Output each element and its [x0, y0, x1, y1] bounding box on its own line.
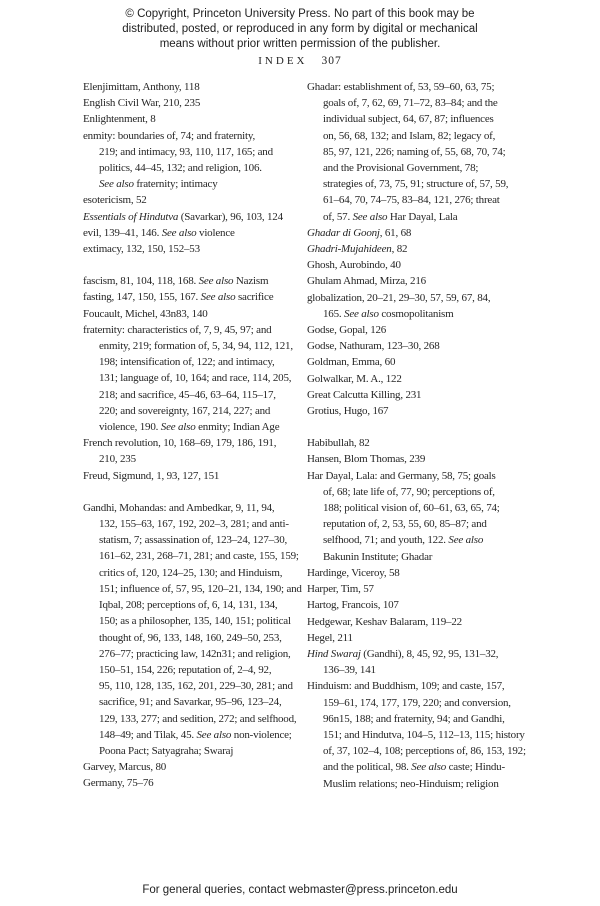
- index-line: Muslim relations; neo-Hinduism; religion: [323, 777, 499, 790]
- index-entry: [83, 111, 303, 127]
- index-entry: [307, 79, 529, 225]
- index-line: Freud, Sigmund, 1, 93, 127, 151: [83, 469, 220, 482]
- index-line: esotericism, 52: [83, 194, 147, 207]
- index-line: Gandhi, Mohandas: and Ambedkar, 9, 11, 94,: [83, 501, 275, 514]
- index-entry: [307, 290, 529, 322]
- index-line: 151; influence of, 57, 95, 120–21, 134, 190; and: [99, 582, 302, 595]
- index-line: globalization, 20–21, 29–30, 57, 59, 67, 84,: [307, 291, 491, 304]
- index-column-right: [307, 79, 529, 792]
- index-line: fraternity: characteristics of, 7, 9, 45, 97; and: [83, 323, 272, 336]
- index-entry: [307, 597, 529, 613]
- index-entry: [307, 273, 529, 289]
- index-line: enmity, 219; formation of, 5, 34, 94, 112, 121,: [99, 340, 293, 353]
- index-line: strategies of, 73, 75, 91; structure of, 57, 59,: [323, 178, 509, 191]
- index-line: and the Provisional Government, 78;: [323, 162, 479, 175]
- index-line: evil, 139–41, 146. See also violence: [83, 226, 235, 239]
- index-entry: [83, 468, 303, 484]
- index-line: Hartog, Francois, 107: [307, 599, 399, 612]
- index-line: 198; intensification of, 122; and intimacy,: [99, 356, 275, 369]
- index-line: Garvey, Marcus, 80: [83, 761, 167, 774]
- index-line: Hegel, 211: [307, 631, 353, 644]
- index-line: Godse, Gopal, 126: [307, 324, 387, 337]
- index-line: 220; and sovereignty, 167, 214, 227; and: [99, 404, 271, 417]
- index-entry: [83, 128, 303, 193]
- index-line: Har Dayal, Lala: and Germany, 58, 75; goals: [307, 469, 496, 482]
- index-entry: [307, 581, 529, 597]
- running-head: [0, 55, 600, 67]
- index-line: Harper, Tim, 57: [307, 583, 374, 596]
- index-line: 150–51, 154, 226; reputation of, 2–4, 92,: [99, 663, 272, 676]
- index-line: Hansen, Blom Thomas, 239: [307, 453, 426, 466]
- index-line: 210, 235: [99, 453, 136, 466]
- index-entry: [307, 241, 529, 257]
- index-line: English Civil War, 210, 235: [83, 97, 201, 110]
- index-line: Hardinge, Viceroy, 58: [307, 566, 400, 579]
- index-entry: [307, 646, 529, 678]
- index-column-left: [83, 79, 303, 792]
- index-entry: [83, 500, 303, 759]
- index-line: 148–49; and Tilak, 45. See also non-violence;: [99, 728, 292, 741]
- index-entry: [307, 614, 529, 630]
- copyright-line-1: © Copyright, Princeton University Press. No part of this book may be: [125, 8, 475, 20]
- index-line: Ghadri-Mujahideen, 82: [307, 243, 408, 256]
- index-entry: [307, 451, 529, 467]
- index-entry: [307, 565, 529, 581]
- index-entry: [307, 354, 529, 370]
- index-entry: [307, 387, 529, 403]
- index-line: 96n15, 188; and fraternity, 94; and Gandhi,: [323, 712, 505, 725]
- index-line: statism, 7; assassination of, 123–24, 127–30,: [99, 534, 288, 547]
- index-entry: [307, 468, 529, 565]
- index-title: INDEX: [258, 55, 308, 67]
- copyright-notice: [0, 7, 600, 52]
- index-line: goals of, 7, 62, 69, 71–72, 83–84; and the: [323, 97, 498, 110]
- index-line: 95, 110, 128, 135, 162, 201, 229–30, 281; and: [99, 680, 293, 693]
- index-entry: [83, 306, 303, 322]
- index-line: Ghadar: establishment of, 53, 59–60, 63, 75;: [307, 81, 495, 93]
- index-line: Habibullah, 82: [307, 437, 370, 450]
- index-line: Ghadar di Goonj, 61, 68: [307, 226, 412, 239]
- index-line: 131; language of, 10, 164; and race, 114, 205,: [99, 372, 292, 385]
- index-line: critics of, 120, 124–25, 130; and Hinduism,: [99, 566, 283, 579]
- index-line: Hinduism: and Buddhism, 109; and caste, 157,: [307, 680, 505, 693]
- index-line: 61–64, 70, 74–75, 83–84, 121, 276; threat: [323, 194, 500, 207]
- index-entry: [307, 225, 529, 241]
- index-line: 219; and intimacy, 93, 110, 117, 165; and: [99, 145, 273, 158]
- index-line: 165. See also cosmopolitanism: [323, 307, 454, 320]
- index-entry: [307, 322, 529, 338]
- index-entry: [83, 79, 303, 95]
- index-line: Hedgewar, Keshav Balaram, 119–22: [307, 615, 462, 628]
- index-line: 161–62, 231, 268–71, 281; and caste, 155, 159;: [99, 550, 299, 563]
- index-line: on, 56, 68, 132; and Islam, 82; legacy of,: [323, 129, 496, 142]
- index-line: thought of, 96, 133, 148, 160, 249–50, 253,: [99, 631, 282, 644]
- index-line: 132, 155–63, 167, 192, 202–3, 281; and anti-: [99, 518, 289, 531]
- index-line: Golwalkar, M. A., 122: [307, 372, 402, 385]
- index-entry: [83, 759, 303, 775]
- index-entry: [307, 338, 529, 354]
- index-line: fascism, 81, 104, 118, 168. See also Nazism: [83, 275, 269, 288]
- index-line: politics, 44–45, 132; and religion, 106.: [99, 162, 262, 175]
- copyright-line-3: means without prior written permission of the publisher.: [159, 38, 441, 50]
- index-entry: [83, 241, 303, 257]
- index-entry: [83, 289, 303, 305]
- index-line: Godse, Nathuram, 123–30, 268: [307, 340, 440, 353]
- index-line: 188; political vision of, 60–61, 63, 65, 74;: [323, 502, 500, 515]
- index-line: Iqbal, 208; perceptions of, 6, 14, 131, 134,: [99, 599, 278, 612]
- index-line: Goldman, Emma, 60: [307, 356, 396, 369]
- index-line: Germany, 75–76: [83, 777, 154, 790]
- index-line: reputation of, 2, 53, 55, 60, 85–87; and: [323, 518, 487, 531]
- index-line: extimacy, 132, 150, 152–53: [83, 243, 200, 256]
- index-line: 151; and Hindutva, 104–5, 112–13, 115; history: [323, 728, 525, 741]
- index-entry: [83, 209, 303, 225]
- index-line: Elenjimittam, Anthony, 118: [83, 81, 200, 93]
- index-line: of, 57. See also Har Dayal, Lala: [323, 210, 458, 223]
- index-line: Hind Swaraj (Gandhi), 8, 45, 92, 95, 131–32,: [307, 647, 499, 660]
- index-line: 276–77; practicing law, 142n31; and religion,: [99, 647, 291, 660]
- index-entry: [83, 192, 303, 208]
- index-entry: [83, 775, 303, 791]
- index-line: sacrifice, 91; and Savarkar, 95–96, 123–24,: [99, 696, 282, 709]
- index-line: 136–39, 141: [323, 664, 376, 677]
- index-line: See also fraternity; intimacy: [99, 178, 218, 191]
- index-entry: [83, 273, 303, 289]
- index-line: and the political, 98. See also caste; Hindu-: [323, 761, 505, 774]
- index-line: 85, 97, 121, 226; naming of, 55, 68, 70, 74;: [323, 145, 506, 158]
- index-line: Poona Pact; Satyagraha; Swaraj: [99, 744, 234, 757]
- index-line: Grotius, Hugo, 167: [307, 405, 389, 418]
- index-entry: [307, 435, 529, 451]
- index-line: of, 68; late life of, 77, 90; perceptions of,: [323, 485, 495, 498]
- index-line: selfhood, 71; and youth, 122. See also: [323, 534, 484, 547]
- index-entry: [307, 630, 529, 646]
- index-line: individual subject, 64, 67, 87; influences: [323, 113, 494, 126]
- index-line: Enlightenment, 8: [83, 113, 156, 126]
- index-entry: [83, 95, 303, 111]
- index-line: Essentials of Hindutva (Savarkar), 96, 103, 124: [83, 210, 283, 223]
- index-line: fasting, 147, 150, 155, 167. See also sacrifice: [83, 291, 274, 304]
- index-entry: [83, 225, 303, 241]
- index-line: Bakunin Institute; Ghadar: [323, 550, 433, 563]
- index-entry: [307, 403, 529, 419]
- index-entry: [83, 322, 303, 435]
- index-line: 129, 133, 277; and sedition, 272; and selfhood,: [99, 712, 297, 725]
- index-entry: [307, 678, 529, 791]
- index-entry: [307, 371, 529, 387]
- index-line: Great Calcutta Killing, 231: [307, 388, 422, 401]
- index-line: French revolution, 10, 168–69, 179, 186, 191,: [83, 437, 277, 450]
- copyright-line-2: distributed, posted, or reproduced in any form by digital or mechanical: [122, 23, 478, 35]
- index-line: 150; as a philosopher, 135, 140, 151; political: [99, 615, 291, 628]
- index-line: of, 37, 102–4, 108; perceptions of, 86, 153, 192;: [323, 745, 526, 758]
- index-line: Ghulam Ahmad, Mirza, 216: [307, 275, 426, 288]
- index-entry: [83, 435, 303, 467]
- index-line: enmity: boundaries of, 74; and fraternity,: [83, 129, 256, 142]
- page-number: 307: [321, 55, 342, 67]
- index-line: 218; and sacrifice, 45–46, 63–64, 115–17,: [99, 388, 276, 401]
- index-line: violence, 190. See also enmity; Indian Age: [99, 421, 280, 434]
- index-line: Ghosh, Aurobindo, 40: [307, 259, 401, 272]
- index-line: 159–61, 174, 177, 179, 220; and conversion,: [323, 696, 511, 709]
- index-entry: [307, 257, 529, 273]
- index-line: Foucault, Michel, 43n83, 140: [83, 307, 208, 320]
- footer-query-note: For general queries, contact webmaster@press.princeton.edu: [142, 884, 458, 896]
